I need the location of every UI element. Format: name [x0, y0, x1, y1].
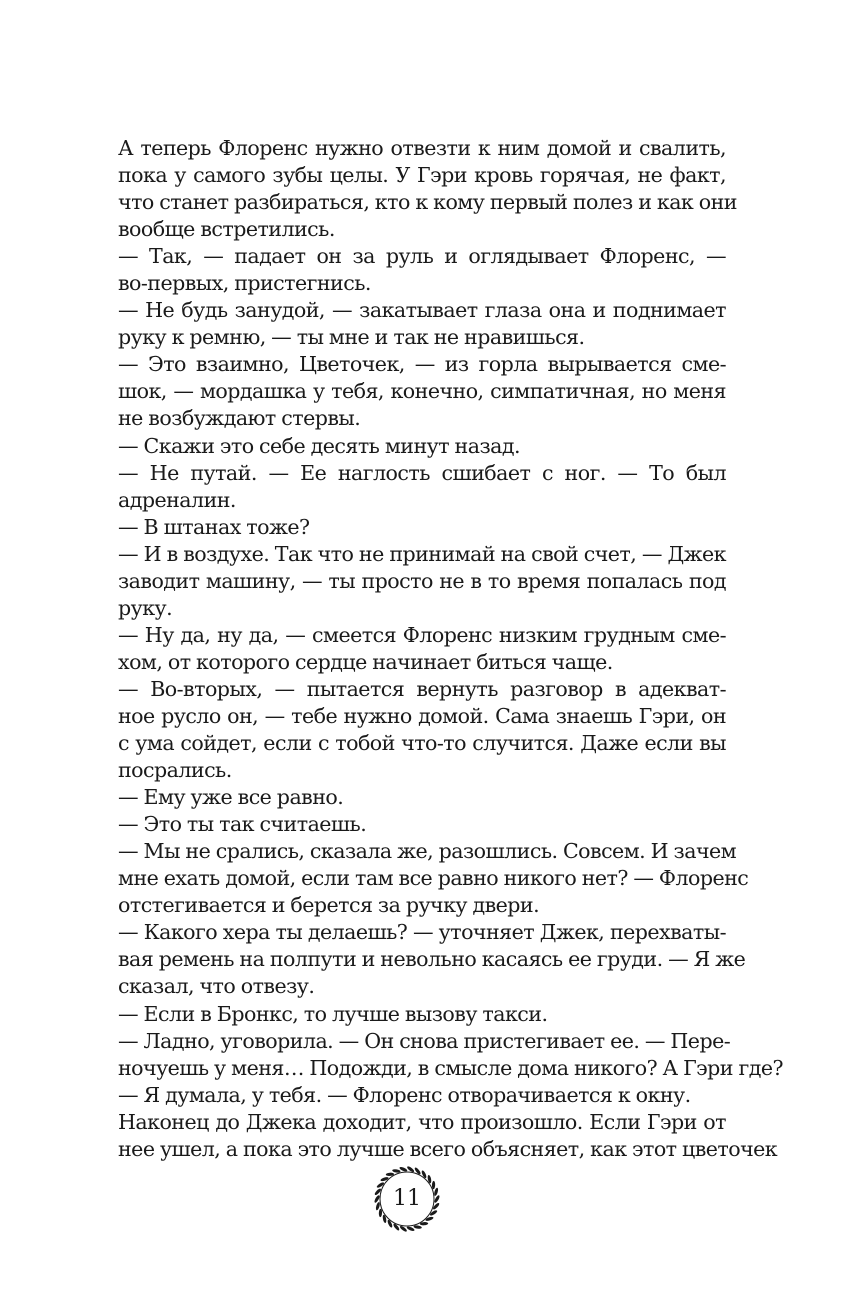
text-line: А теперь Флоренс нужно отвезти к ним домой и свалить, [118, 136, 726, 160]
text-line: с ума сойдет, если с тобой что-то случится. Даже если вы [118, 731, 726, 756]
text-line: ное русло он, — тебе нужно домой. Сама знаешь Гэри, он [118, 703, 726, 728]
text-line: — В штанах тоже? [118, 514, 310, 539]
text-line: вообще встретились. [118, 217, 335, 242]
text-line: — Это ты так считаешь. [118, 812, 367, 837]
text-line: пока у самого зубы целы. У Гэри кровь горячая, не факт, [118, 163, 726, 188]
text-line: во-первых, пристегнись. [118, 271, 371, 296]
text-line: — Так, — падает он за руль и оглядывает Флоренс, — [118, 244, 726, 269]
text-line: — Мы не срались, сказала же, разошлись. Совсем. И зачем [118, 839, 737, 864]
text-line: — Если в Бронкс, то лучше вызову такси. [118, 1001, 548, 1026]
page-number-ornament [371, 1163, 443, 1235]
text-line: заводит машину, — ты просто не в то время попалась под [118, 568, 726, 593]
text-line: — И в воздухе. Так что не принимай на свой счет, — Джек [118, 541, 726, 566]
text-line: отстегивается и берется за ручку двери. [118, 893, 540, 918]
text-line: шок, — мордашка у тебя, конечно, симпатичная, но меня [118, 379, 726, 404]
text-line: сказал, что отвезу. [118, 974, 315, 999]
text-line: — Я думала, у тебя. — Флоренс отворачивается к окну. [118, 1082, 691, 1107]
body-text [118, 135, 783, 1163]
text-line: — Скажи это себе десять минут назад. [118, 433, 520, 458]
text-line: — Во-вторых, — пытается вернуть разговор в адекват- [118, 676, 726, 701]
text-line: руку к ремню, — ты мне и так не нравишься. [118, 325, 585, 350]
text-line: — Не путай. — Ее наглость сшибает с ног. — То был [118, 460, 726, 485]
text-line: Наконец до Джека доходит, что произошло. Если Гэри от [118, 1109, 726, 1134]
text-line: вая ремень на полпути и невольно касаясь ее груди. — Я же [118, 947, 746, 972]
text-line: — Не будь занудой, — закатывает глаза она и поднимает [118, 298, 726, 323]
text-line: — Ладно, уговорила. — Он снова пристегивает ее. — Пере- [118, 1028, 731, 1053]
text-line: — Ему уже все равно. [118, 785, 344, 810]
text-line: нее ушел, а пока это лучше всего объясняет, как этот цветочек [118, 1136, 778, 1161]
text-line: — Ну да, ну да, — смеется Флоренс низким грудным сме- [118, 622, 726, 647]
text-line: мне ехать домой, если там все равно никого нет? — Флоренс [118, 866, 749, 891]
text-line: хом, от которого сердце начинает биться чаще. [118, 649, 613, 674]
text-line: адреналин. [118, 487, 236, 512]
text-line: не возбуждают стервы. [118, 406, 361, 431]
text-line: — Какого хера ты делаешь? — уточняет Джек, перехваты- [118, 920, 726, 945]
page-number: 11 [393, 1186, 421, 1211]
text-line: ночуешь у меня… Подожди, в смысле дома никого? А Гэри где? [118, 1055, 783, 1080]
text-line: руку. [118, 595, 173, 620]
text-line: что станет разбираться, кто к кому первый полез и как они [118, 190, 737, 215]
text-line: посрались. [118, 758, 232, 783]
text-line: — Это взаимно, Цветочек, — из горла вырывается сме- [118, 352, 726, 377]
